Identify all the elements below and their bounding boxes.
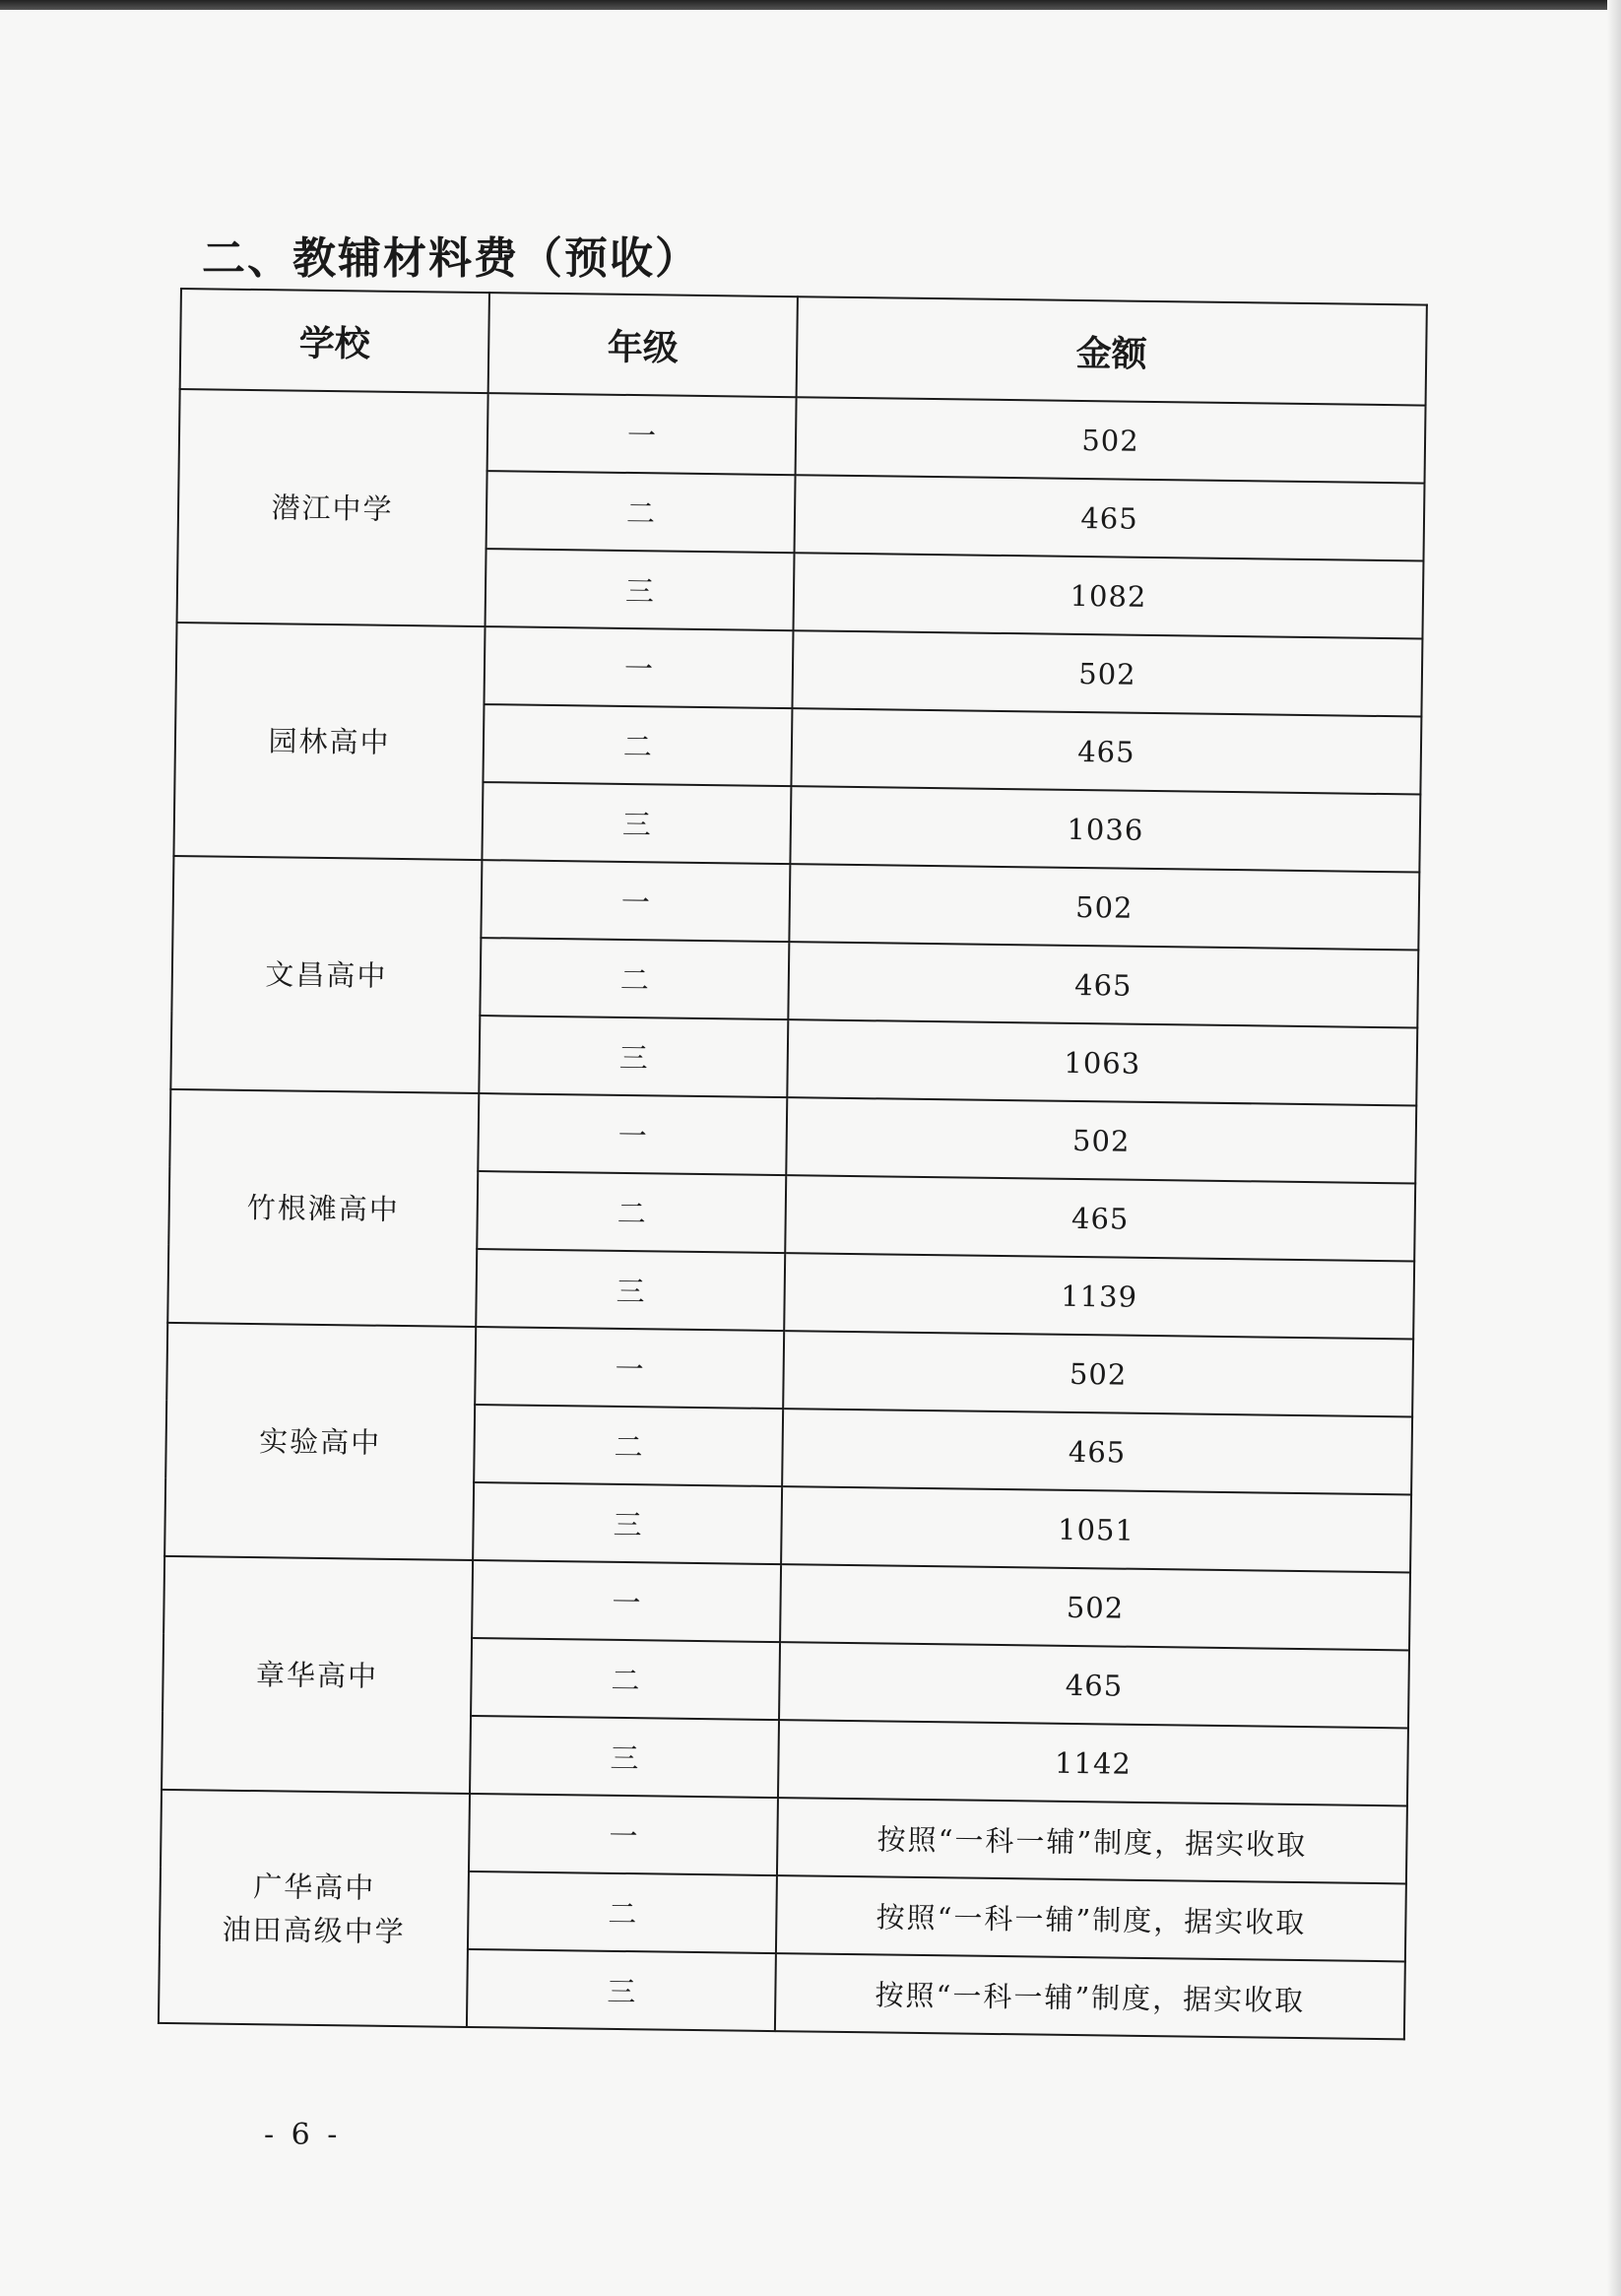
grade-cell: 三 [482,782,791,864]
header-grade: 年级 [488,293,798,397]
grade-cell: 一 [484,626,793,708]
scan-top-edge [0,0,1621,10]
scan-right-edge [1607,0,1621,2296]
table-row [166,1323,1413,1417]
amount-cell: 1036 [790,786,1420,872]
grade-cell: 二 [477,1171,786,1253]
table-row [172,856,1419,951]
fee-table-container [158,288,1426,2040]
amount-cell: 465 [779,1642,1409,1728]
school-name: 文昌高中 [265,956,388,993]
school-name: 园林高中 [268,723,391,759]
table-row [176,623,1423,717]
school-cell [173,623,485,860]
school-name: 实验高中 [258,1423,382,1460]
amount-cell: 1082 [793,553,1423,638]
amount-cell: 465 [785,1175,1415,1261]
school-cell [177,389,488,626]
amount-cell: 502 [783,1331,1413,1416]
amount-cell: 按照“一科一辅”制度，据实收取 [777,1798,1407,1883]
amount-cell: 按照“一科一辅”制度，据实收取 [775,1953,1405,2039]
grade-cell: 二 [483,704,792,786]
table-body [159,389,1426,2039]
grade-cell: 一 [487,393,797,475]
school-name: 潜江中学 [271,490,394,526]
grade-cell: 二 [474,1405,783,1486]
school-cell [159,1790,470,2027]
grade-cell: 一 [469,1794,778,1875]
grade-cell: 一 [475,1327,784,1409]
grade-cell: 二 [480,938,789,1019]
grade-cell: 二 [471,1638,780,1720]
table-row [169,1089,1416,1184]
table-row [179,389,1426,484]
grade-cell: 三 [476,1249,785,1331]
grade-cell: 三 [467,1949,776,2031]
school-cell [170,856,482,1093]
amount-cell: 1051 [781,1486,1411,1572]
grade-cell: 三 [473,1482,782,1564]
header-school: 学校 [180,289,489,393]
grade-cell: 三 [470,1716,779,1798]
amount-cell: 按照“一科一辅”制度，据实收取 [776,1875,1406,1961]
amount-cell: 465 [791,708,1421,794]
fee-table [158,288,1428,2040]
amount-cell: 502 [796,397,1426,483]
grade-cell: 一 [478,1093,787,1175]
amount-cell: 1139 [784,1253,1414,1339]
grade-cell: 二 [486,471,796,553]
grade-cell: 三 [486,549,795,630]
school-name: 竹根滩高中 [246,1190,400,1226]
grade-cell: 一 [472,1560,781,1642]
amount-cell: 465 [788,942,1418,1027]
school-cell [167,1089,479,1327]
amount-cell: 1063 [787,1019,1417,1105]
amount-cell: 1142 [778,1720,1408,1805]
school-name: 章华高中 [255,1657,379,1693]
table-header-row [180,289,1427,406]
amount-cell: 502 [780,1564,1410,1650]
amount-cell: 465 [782,1409,1412,1494]
school-cell [162,1556,473,1794]
school-name: 广华高中 [253,1869,376,1905]
amount-cell: 502 [792,630,1422,716]
school-cell [164,1323,476,1560]
school-name: 油田高级中学 [222,1912,406,1948]
grade-cell: 三 [479,1016,788,1097]
page-number: - 6 - [264,2118,342,2152]
section-title: 二、教辅材料费（预收） [202,233,700,284]
amount-cell: 502 [786,1097,1416,1183]
table-row [163,1556,1410,1651]
table-row [161,1790,1407,1884]
amount-cell: 465 [795,475,1425,560]
header-amount: 金额 [797,296,1427,405]
grade-cell: 一 [481,860,790,942]
grade-cell: 二 [468,1871,777,1953]
amount-cell: 502 [789,864,1419,950]
